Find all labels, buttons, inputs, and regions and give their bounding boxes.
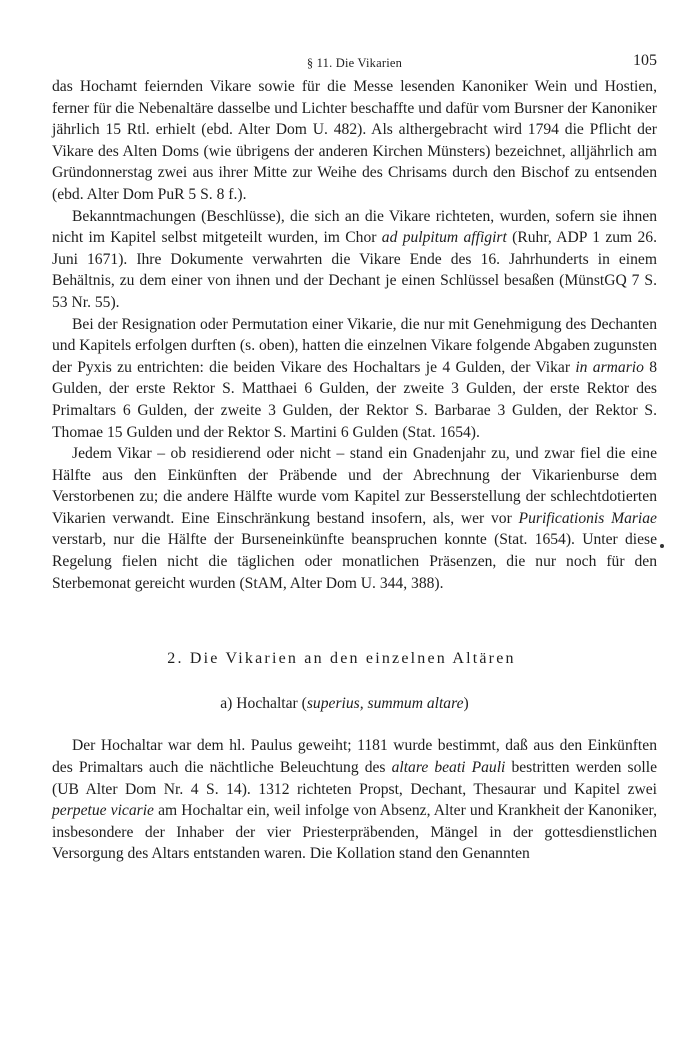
paragraph-2-italic-1: ad pulpitum affigirt	[381, 229, 507, 247]
paragraph-5-text-b: bestritten werden solle (UB Alter Dom Nr. 4 S. 14). 1312 richteten Propst, Dechant, Thesaurar und Kapitel zwei	[52, 759, 657, 798]
subsection-heading-text-a: a) Hochaltar (	[220, 694, 307, 712]
paragraph-3-text-a: Bei der Resignation oder Permutation einer Vikarie, die nur mit Genehmigung des Dechanten und Kapitels erfolgen durften (s. oben), hatten die einzelnen Vikare folgende Abgaben zugunsten der Pyxis zu entrichten: die beiden Vikare des Hochaltars je 4 Gulden, der Vikar	[52, 315, 657, 376]
paragraph-3-italic-1: in armario	[575, 358, 644, 376]
section-title: § 11. Die Vikarien	[306, 56, 403, 70]
subsection-heading-text-b: )	[463, 694, 469, 712]
paragraph-3	[52, 314, 657, 444]
paragraph-4-italic-1: Purificationis Mariae	[518, 509, 657, 527]
page-number: 105	[633, 52, 657, 69]
paragraph-3-text-b: 8 Gulden, der erste Rektor S. Matthaei 6 Gulden, der zweite 3 Gulden, der erste Rektor des Primaltars 6 Gulden, der zweite 3 Gulden, der Rektor S. Barbarae 3 Gulden, der Rektor S. Thomae 15 Gulden und der Rektor S. Martini 6 Gulden (Stat. 1654).	[52, 358, 657, 441]
paragraph-4-text-b: verstarb, nur die Hälfte der Burseneinkünfte beanspruchen konnte (Stat. 1654). Unter diese Regelung fielen nicht die täglichen oder monatlichen Präsenzen, die nur noch für den Sterbemonat gereicht wurden (StAM, Alter Dom U. 344, 388).	[52, 531, 657, 592]
paragraph-5	[52, 735, 657, 865]
paragraph-5-italic-1: altare beati Pauli	[391, 759, 506, 777]
subsection-heading-italic: superius, summum altare	[306, 694, 464, 712]
book-page	[52, 52, 657, 865]
paragraph-5-text-c: am Hochaltar ein, weil infolge von Absenz, Alter und Krankheit der Kanoniker, insbesondere der Inhaber der vier Priesterpräbenden, Mängel in der gottesdienstlichen Versorgung des Altars entstanden waren. Die Kollation stand den Genannten	[52, 802, 657, 863]
paragraph-5-text-a: Der Hochaltar war dem hl. Paulus geweiht; 1181 wurde bestimmt, daß aus den Einkünften des Primaltars auch die nächtliche Beleuchtung des	[52, 737, 657, 777]
paragraph-2-text-b: (Ruhr, ADP 1 zum 26. Juni 1671). Ihre Dokumente verwahrten die Vikare Ende des 16. Jahrhunderts in einem Behältnis, zu dem einer von ihnen und der Dechant je einen Schlüssel besaßen (MünstGQ 7 S. 53 Nr. 55).	[52, 229, 658, 311]
paragraph-5-italic-2: perpetue vicarie	[52, 802, 154, 820]
subsection-heading	[52, 693, 657, 715]
paragraph-4-text-a: Jedem Vikar – ob residierend oder nicht – stand ein Gnadenjahr zu, und zwar fiel die eine Hälfte aus den Einkünften der Präbende und der Abrechnung der Vikarienburse dem Verstorbenen zu; die andere Hälfte wurde vom Kapitel zur Besserstellung der schlechtdotierten Vikarien verwandt. Eine Einschränkung bestand insofern, als, wer vor	[52, 445, 657, 527]
body-text	[52, 76, 657, 865]
section-heading: 2. Die Vikarien an den einzelnen Altären	[167, 650, 516, 668]
paragraph-1: das Hochamt feiernden Vikare sowie für die Messe lesenden Kanoniker Wein und Hostien, ferner für die Nebenaltäre dasselbe und Lichter beschaffte und dafür vom Bursner der Kanoniker jährlich 15 Rtl. erhielt (ebd. Alter Dom U. 482). Als althergebracht wird 1794 die Pflicht der Vikare des Alten Doms (wie übrigens der anderen Kirchen Münsters) bezeichnet, alljährlich am Gründonnerstag zwei aus ihrer Mitte zur Weihe des Chrisams durch den Bischof zu entsenden (ebd. Alter Dom PuR 5 S. 8 f.).	[52, 78, 657, 203]
paragraph-2	[52, 206, 657, 314]
paragraph-4	[52, 443, 657, 594]
paragraph-2-text-a: Bekanntmachungen (Beschlüsse), die sich an die Vikare richteten, wurden, sofern sie ihnen nicht im Kapitel selbst mitgeteilt wurden, im Chor	[52, 207, 657, 247]
margin-mark	[660, 544, 664, 548]
running-head	[52, 52, 657, 76]
